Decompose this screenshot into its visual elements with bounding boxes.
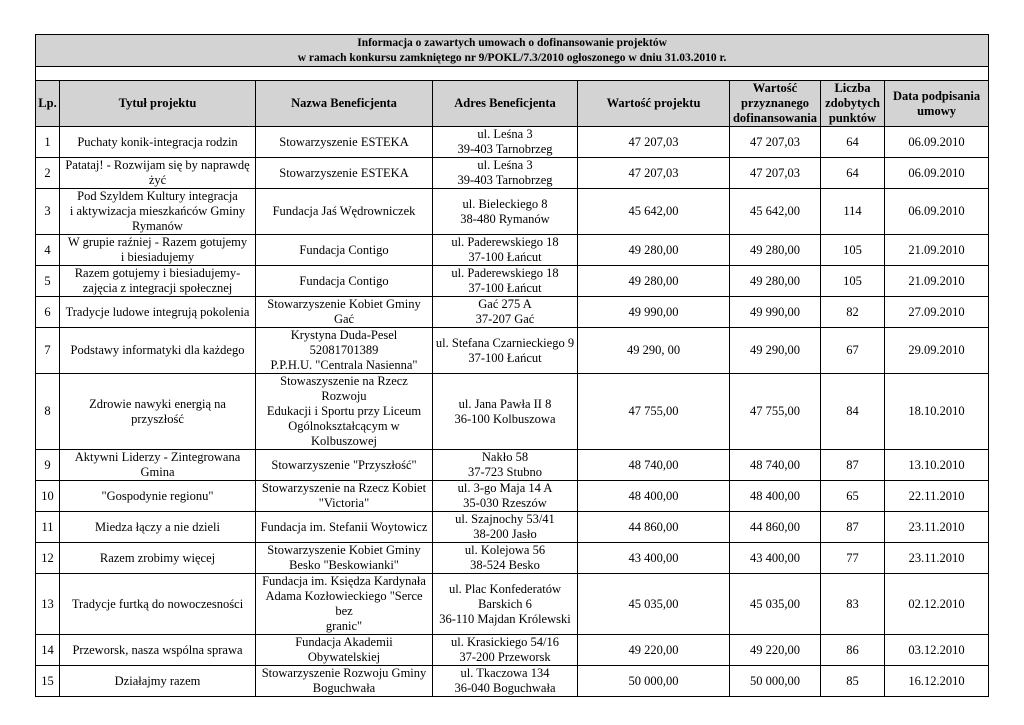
cell-nazwa-line: Stowarzyszenie Kobiet Gminy Gać — [267, 297, 421, 326]
cell-nazwa — [256, 666, 433, 697]
cell-punkty: 105 — [821, 235, 885, 266]
cell-tytul-line: W grupie raźniej - Razem gotujemy — [67, 235, 248, 249]
table-row — [36, 297, 989, 328]
cell-adres — [433, 374, 578, 450]
cell-wartosc: 49 990,00 — [578, 297, 730, 328]
cell-wartosc: 47 207,03 — [578, 127, 730, 158]
cell-data: 23.11.2010 — [885, 543, 989, 574]
cell-nazwa — [256, 512, 433, 543]
cell-adres-line: Barskich 6 — [478, 596, 532, 611]
cell-nazwa-line: Besko "Beskowianki" — [289, 558, 399, 572]
cell-dofinansowanie: 49 290,00 — [730, 328, 821, 374]
table-row — [36, 374, 989, 450]
cell-punkty: 84 — [821, 374, 885, 450]
cell-data: 02.12.2010 — [885, 574, 989, 635]
cell-adres — [433, 512, 578, 543]
cell-dofinansowanie: 43 400,00 — [730, 543, 821, 574]
cell-punkty: 82 — [821, 297, 885, 328]
cell-adres — [433, 666, 578, 697]
header-adres: Adres Beneficjenta — [433, 81, 578, 127]
cell-tytul — [60, 328, 256, 374]
cell-tytul-line: Patataj! - Rozwijam się by naprawdę — [65, 158, 250, 172]
cell-nazwa-line: Fundacja Jaś Wędrowniczek — [272, 204, 416, 218]
cell-punkty: 87 — [821, 450, 885, 481]
cell-nazwa — [256, 328, 433, 374]
cell-tytul-line: Miedza łączy a nie dzieli — [95, 519, 220, 534]
cell-data: 06.09.2010 — [885, 189, 989, 235]
cell-adres-line: ul. 3-go Maja 14 A — [457, 481, 553, 495]
cell-dofinansowanie: 47 755,00 — [730, 374, 821, 450]
table-row — [36, 328, 989, 374]
cell-lp: 1 — [36, 127, 60, 158]
cell-adres-line: ul. Leśna 3 — [477, 158, 533, 172]
cell-tytul-line: przyszłość — [131, 411, 184, 426]
cell-adres-line: ul. Szajnochy 53/41 — [455, 512, 555, 526]
cell-adres-line: 36-100 Kolbuszowa — [454, 411, 556, 426]
spacer-cell — [36, 67, 989, 81]
cell-lp: 5 — [36, 266, 60, 297]
cell-adres — [433, 635, 578, 666]
cell-adres — [433, 297, 578, 328]
cell-tytul — [60, 635, 256, 666]
cell-lp: 12 — [36, 543, 60, 574]
cell-adres-line: ul. Stefana Czarnieckiego 9 — [435, 335, 575, 350]
cell-nazwa — [256, 266, 433, 297]
cell-data: 06.09.2010 — [885, 127, 989, 158]
cell-punkty: 64 — [821, 127, 885, 158]
cell-nazwa-line: Fundacja Contigo — [299, 273, 389, 288]
cell-tytul — [60, 266, 256, 297]
cell-adres — [433, 543, 578, 574]
cell-nazwa — [256, 374, 433, 450]
cell-tytul-line: Zdrowie nawyki energią na — [89, 396, 226, 411]
cell-lp: 11 — [36, 512, 60, 543]
column-header-row — [36, 81, 989, 127]
cell-adres-line: 38-200 Jasło — [473, 527, 537, 541]
cell-tytul — [60, 127, 256, 158]
cell-nazwa-line: Stowarzyszenie na Rzecz Kobiet — [261, 481, 427, 495]
cell-adres-line: 38-524 Besko — [470, 558, 540, 572]
table-title — [36, 35, 989, 67]
cell-punkty: 87 — [821, 512, 885, 543]
cell-tytul-line: Działajmy razem — [114, 673, 201, 688]
cell-adres-line: Nakło 58 — [481, 450, 529, 464]
cell-nazwa-line: Stowarzyszenie "Przyszłość" — [271, 457, 417, 472]
cell-nazwa-line: Edukacji i Sportu przy Liceum — [266, 404, 422, 418]
cell-lp: 14 — [36, 635, 60, 666]
cell-adres — [433, 158, 578, 189]
cell-tytul-line: Przeworsk, nasza wspólna sprawa — [72, 642, 243, 657]
cell-wartosc: 49 220,00 — [578, 635, 730, 666]
cell-adres — [433, 189, 578, 235]
cell-nazwa — [256, 543, 433, 574]
cell-tytul-line: Aktywni Liderzy - Zintegrowana — [74, 450, 241, 464]
cell-tytul — [60, 574, 256, 635]
cell-tytul-line: zajęcia z integracji społecznej — [82, 281, 233, 295]
spacer-row — [36, 67, 989, 81]
cell-lp: 3 — [36, 189, 60, 235]
cell-data: 18.10.2010 — [885, 374, 989, 450]
table-row — [36, 189, 989, 235]
header-punkty — [821, 81, 885, 127]
table-title-row — [36, 35, 989, 67]
header-punkty-line: Liczba — [834, 81, 871, 95]
cell-adres-line: 37-200 Przeworsk — [459, 650, 551, 664]
header-punkty-line: zdobytych — [825, 96, 880, 110]
cell-adres — [433, 266, 578, 297]
cell-adres-line: ul. Paderewskiego 18 — [451, 235, 559, 249]
cell-dofinansowanie: 47 207,03 — [730, 158, 821, 189]
cell-lp: 15 — [36, 666, 60, 697]
cell-wartosc: 50 000,00 — [578, 666, 730, 697]
cell-adres-line: Gać 275 A — [478, 297, 532, 311]
cell-wartosc: 49 290, 00 — [578, 328, 730, 374]
header-dofinansowanie — [730, 81, 821, 127]
cell-tytul-line: Razem zrobimy więcej — [99, 550, 216, 565]
cell-nazwa-line: Krystyna Duda-Pesel 52081701389 — [290, 328, 398, 357]
header-data — [885, 81, 989, 127]
cell-adres-line: 36-040 Boguchwała — [454, 681, 556, 695]
cell-tytul — [60, 158, 256, 189]
cell-dofinansowanie: 48 740,00 — [730, 450, 821, 481]
cell-punkty: 64 — [821, 158, 885, 189]
header-dofinansowanie-line: dofinansowania — [732, 111, 818, 125]
cell-adres — [433, 127, 578, 158]
cell-nazwa — [256, 635, 433, 666]
title-line-2: w ramach konkursu zamkniętego nr 9/POKL/7.3/2010 ogłoszonego w dniu 31.03.2010 r. — [297, 51, 727, 64]
cell-dofinansowanie: 49 990,00 — [730, 297, 821, 328]
table-row — [36, 158, 989, 189]
cell-nazwa — [256, 158, 433, 189]
cell-tytul-line: i aktywizacja mieszkańców Gminy — [69, 204, 246, 218]
cell-adres-line: 37-207 Gać — [475, 312, 535, 326]
cell-wartosc: 48 740,00 — [578, 450, 730, 481]
cell-data: 23.11.2010 — [885, 512, 989, 543]
cell-adres-line: 35-030 Rzeszów — [463, 496, 547, 510]
cell-adres-line: 39-403 Tarnobrzeg — [457, 173, 553, 187]
cell-tytul — [60, 450, 256, 481]
cell-nazwa-line: granic" — [325, 619, 363, 633]
table-row — [36, 512, 989, 543]
cell-punkty: 65 — [821, 481, 885, 512]
table-row — [36, 543, 989, 574]
cell-nazwa — [256, 297, 433, 328]
cell-dofinansowanie: 48 400,00 — [730, 481, 821, 512]
cell-dofinansowanie: 47 207,03 — [730, 127, 821, 158]
cell-adres-line: 37-100 Łańcut — [468, 350, 542, 365]
header-wartosc: Wartość projektu — [578, 81, 730, 127]
cell-punkty: 85 — [821, 666, 885, 697]
cell-data: 03.12.2010 — [885, 635, 989, 666]
cell-wartosc: 45 642,00 — [578, 189, 730, 235]
cell-nazwa-line: Stowarzyszenie Kobiet Gminy — [267, 543, 421, 557]
cell-lp: 4 — [36, 235, 60, 266]
cell-tytul — [60, 189, 256, 235]
cell-punkty: 77 — [821, 543, 885, 574]
cell-wartosc: 45 035,00 — [578, 574, 730, 635]
cell-nazwa-line: "Victoria" — [318, 496, 370, 510]
table-row — [36, 574, 989, 635]
cell-adres-line: ul. Plac Konfederatów — [448, 581, 562, 596]
cell-adres-line: 39-403 Tarnobrzeg — [457, 142, 553, 156]
cell-adres-line: ul. Paderewskiego 18 — [451, 266, 559, 280]
contracts-table — [35, 34, 989, 697]
cell-nazwa-line: Ogólnokształcącym w Kolbuszowej — [288, 419, 400, 448]
cell-nazwa-line: Fundacja Akademii Obywatelskiej — [295, 635, 393, 664]
table-row — [36, 666, 989, 697]
cell-nazwa-line: Boguchwała — [312, 681, 376, 695]
cell-punkty: 86 — [821, 635, 885, 666]
cell-dofinansowanie: 45 642,00 — [730, 189, 821, 235]
cell-tytul-line: żyć — [148, 173, 167, 187]
cell-wartosc: 47 755,00 — [578, 374, 730, 450]
cell-nazwa-line: Stowarzyszenie ESTEKA — [279, 165, 409, 180]
cell-nazwa — [256, 235, 433, 266]
cell-adres — [433, 235, 578, 266]
cell-adres-line: ul. Kolejowa 56 — [464, 543, 546, 557]
cell-dofinansowanie: 45 035,00 — [730, 574, 821, 635]
cell-nazwa-line: Stowarzyszenie Rozwoju Gminy — [261, 666, 427, 680]
header-lp: Lp. — [36, 81, 60, 127]
table-row — [36, 127, 989, 158]
header-tytul: Tytuł projektu — [60, 81, 256, 127]
cell-tytul-line: Razem gotujemy i biesiadujemy- — [74, 266, 241, 280]
cell-adres-line: 37-723 Stubno — [468, 465, 542, 479]
cell-data: 21.09.2010 — [885, 235, 989, 266]
table-row — [36, 235, 989, 266]
cell-lp: 8 — [36, 374, 60, 450]
cell-nazwa-line: Adama Kozłowieckiego "Serce bez — [265, 589, 423, 618]
cell-adres-line: 36-110 Majdan Królewski — [439, 611, 571, 626]
cell-lp: 9 — [36, 450, 60, 481]
cell-nazwa — [256, 189, 433, 235]
header-dofinansowanie-line: przyznanego — [740, 96, 810, 110]
header-data-line: Data podpisania — [892, 88, 981, 103]
cell-data: 16.12.2010 — [885, 666, 989, 697]
cell-nazwa-line: Fundacja im. Stefanii Woytowicz — [260, 519, 428, 534]
cell-wartosc: 47 207,03 — [578, 158, 730, 189]
cell-tytul — [60, 512, 256, 543]
cell-adres — [433, 328, 578, 374]
cell-tytul-line: Gmina — [140, 465, 175, 479]
cell-lp: 13 — [36, 574, 60, 635]
cell-adres — [433, 481, 578, 512]
cell-data: 22.11.2010 — [885, 481, 989, 512]
table-row — [36, 481, 989, 512]
cell-tytul — [60, 235, 256, 266]
cell-wartosc: 43 400,00 — [578, 543, 730, 574]
cell-wartosc: 48 400,00 — [578, 481, 730, 512]
cell-tytul — [60, 297, 256, 328]
cell-nazwa — [256, 481, 433, 512]
cell-tytul-line: Podstawy informatyki dla każdego — [70, 343, 245, 357]
cell-tytul — [60, 374, 256, 450]
header-data-line: umowy — [917, 103, 956, 118]
table-row — [36, 635, 989, 666]
header-nazwa: Nazwa Beneficjenta — [256, 81, 433, 127]
cell-nazwa — [256, 574, 433, 635]
table-row — [36, 450, 989, 481]
cell-adres-line: ul. Krasickiego 54/16 — [451, 635, 559, 649]
table-row — [36, 266, 989, 297]
cell-dofinansowanie: 49 280,00 — [730, 235, 821, 266]
cell-punkty: 67 — [821, 328, 885, 374]
cell-adres-line: 37-100 Łańcut — [468, 281, 542, 295]
cell-nazwa — [256, 127, 433, 158]
cell-dofinansowanie: 50 000,00 — [730, 666, 821, 697]
table-body — [36, 127, 989, 697]
cell-lp: 2 — [36, 158, 60, 189]
cell-lp: 6 — [36, 297, 60, 328]
cell-nazwa-line: Stowaszyszenie na Rzecz Rozwoju — [280, 374, 408, 403]
cell-adres-line: ul. Leśna 3 — [477, 127, 533, 141]
cell-adres-line: 38-480 Rymanów — [460, 211, 550, 226]
cell-tytul-line: Pod Szyldem Kultury integracja — [77, 189, 238, 203]
cell-punkty: 114 — [821, 189, 885, 235]
cell-tytul-line: Puchaty konik-integracja rodzin — [77, 134, 238, 149]
cell-nazwa-line: Fundacja im. Księdza Kardynała — [262, 574, 426, 588]
cell-nazwa — [256, 450, 433, 481]
cell-data: 06.09.2010 — [885, 158, 989, 189]
cell-tytul-line: Rymanów — [132, 219, 183, 233]
title-line-1: Informacja o zawartych umowach o dofinansowanie projektów — [357, 37, 667, 49]
cell-tytul-line: i biesiadujemy — [120, 250, 195, 264]
header-dofinansowanie-line: Wartość — [752, 81, 798, 95]
cell-wartosc: 49 280,00 — [578, 235, 730, 266]
cell-adres-line: ul. Bieleckiego 8 — [462, 196, 548, 211]
cell-punkty: 105 — [821, 266, 885, 297]
cell-tytul-line: Tradycje ludowe integrują pokolenia — [65, 304, 250, 319]
cell-lp: 7 — [36, 328, 60, 374]
cell-data: 27.09.2010 — [885, 297, 989, 328]
cell-dofinansowanie: 49 280,00 — [730, 266, 821, 297]
cell-adres-line: 37-100 Łańcut — [468, 250, 542, 264]
cell-nazwa-line: Fundacja Contigo — [299, 242, 389, 257]
cell-adres — [433, 574, 578, 635]
cell-adres-line: ul. Jana Pawła II 8 — [458, 396, 552, 411]
cell-data: 29.09.2010 — [885, 328, 989, 374]
cell-tytul — [60, 666, 256, 697]
cell-wartosc: 44 860,00 — [578, 512, 730, 543]
cell-dofinansowanie: 49 220,00 — [730, 635, 821, 666]
cell-adres — [433, 450, 578, 481]
cell-nazwa-line: Stowarzyszenie ESTEKA — [279, 134, 409, 149]
cell-lp: 10 — [36, 481, 60, 512]
cell-adres-line: ul. Tkaczowa 134 — [460, 666, 550, 680]
cell-punkty: 83 — [821, 574, 885, 635]
header-punkty-line: punktów — [828, 111, 877, 125]
cell-data: 13.10.2010 — [885, 450, 989, 481]
cell-wartosc: 49 280,00 — [578, 266, 730, 297]
cell-dofinansowanie: 44 860,00 — [730, 512, 821, 543]
cell-tytul — [60, 543, 256, 574]
cell-nazwa-line: P.P.H.U. "Centrala Nasienna" — [270, 358, 418, 372]
cell-data: 21.09.2010 — [885, 266, 989, 297]
cell-tytul-line: "Gospodynie regionu" — [101, 488, 214, 503]
cell-tytul — [60, 481, 256, 512]
cell-tytul-line: Tradycje furtką do nowoczesności — [71, 596, 244, 611]
